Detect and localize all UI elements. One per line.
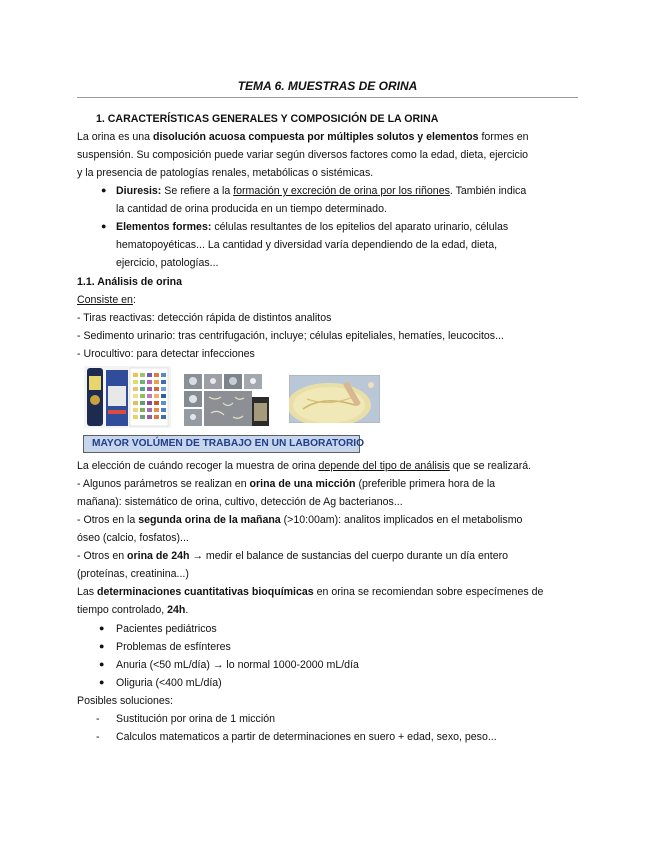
- analysis-item: - Tiras reactivas: detección rápida de distintos analitos: [77, 312, 332, 324]
- intro-line-3: y la presencia de patologías renales, metabólicas o sistémicas.: [77, 167, 374, 179]
- diuresis-line-2: la cantidad de orina producida en un tiempo determinado.: [116, 203, 387, 215]
- miccion-item-1-line-1: - Algunos parámetros se realizan en orina de una micción (preferible primera hora de la: [77, 478, 496, 490]
- list-item: Pacientes pediátricos: [116, 623, 217, 635]
- analysis-item: - Sedimento urinario: tras centrifugación, incluye; células epiteliales, hematíes, leucocitos...: [77, 330, 504, 342]
- bullet-icon: ●: [99, 641, 105, 651]
- title-rule: [77, 97, 578, 98]
- miccion-item-1-line-2: mañana): sistemático de orina, cultivo, detección de Ag bacterianos...: [77, 496, 403, 508]
- dash-icon: -: [96, 731, 100, 743]
- list-item: Anuria (<50 mL/día) → lo normal 1000-2000 mL/día: [116, 659, 359, 671]
- bullet-icon: ●: [99, 677, 105, 687]
- page-title: TEMA 6. MUESTRAS DE ORINA: [237, 79, 418, 93]
- miccion-item-3-line-2: (proteínas, creatinina...): [77, 568, 189, 580]
- bullet-icon: ●: [99, 659, 105, 669]
- miccion-item-3-line-1: - Otros en orina de 24h → medir el balance de sustancias del cuerpo durante un día entero: [77, 550, 509, 562]
- bullet-icon: ●: [99, 623, 105, 633]
- determinaciones-line-1: Las determinaciones cuantitativas bioquímicas en orina se recomiendan sobre especímenes de: [77, 586, 544, 598]
- urine-sediment-microscopy-image: [183, 373, 270, 428]
- miccion-item-2-line-1: - Otros en la segunda orina de la mañana (>10:00am): analitos implicados en el metabolismo: [77, 514, 523, 526]
- analysis-item: - Urocultivo: para detectar infecciones: [77, 348, 255, 360]
- elementos-line-2: hematopoyéticas... La cantidad y diversidad varía dependiendo de la edad, dieta,: [116, 239, 498, 251]
- eleccion-line: La elección de cuándo recoger la muestra de orina depende del tipo de análisis que se realizará.: [77, 460, 532, 472]
- section-heading: 1. CARACTERÍSTICAS GENERALES Y COMPOSICIÓN DE LA ORINA: [96, 113, 439, 125]
- elementos-line-1: Elementos formes: células resultantes de los epitelios del aparato urinario, células: [116, 221, 509, 233]
- highlight-banner: MAYOR VOLÚMEN DE TRABAJO EN UN LABORATORIO: [83, 435, 360, 453]
- intro-line-1: La orina es una disolución acuosa compuesta por múltiples solutos y elementos formes en: [77, 131, 529, 143]
- urine-culture-plate-image: [289, 375, 380, 423]
- list-item: Calculos matematicos a partir de determinaciones en suero + edad, sexo, peso...: [116, 731, 497, 743]
- dash-icon: -: [96, 713, 100, 725]
- determinaciones-line-2: tiempo controlado, 24h.: [77, 604, 189, 616]
- diuresis-line-1: Diuresis: Se refiere a la formación y excreción de orina por los riñones. También indica: [116, 185, 527, 197]
- intro-line-2: suspensión. Su composición puede variar según diversos factores como la edad, dieta, ejercicio: [77, 149, 529, 161]
- miccion-item-2-line-2: óseo (calcio, fosfatos)...: [77, 532, 189, 544]
- urine-test-strips-image: [84, 366, 171, 428]
- bullet-icon: ●: [101, 185, 107, 195]
- subsection-heading: 1.1. Análisis de orina: [77, 276, 182, 288]
- list-item: Problemas de esfínteres: [116, 641, 231, 653]
- bullet-icon: ●: [101, 221, 107, 231]
- list-item: Sustitución por orina de 1 micción: [116, 713, 275, 725]
- soluciones-heading: Posibles soluciones:: [77, 695, 173, 707]
- consiste-label: Consiste en:: [77, 294, 136, 306]
- elementos-line-3: ejercicio, patologías...: [116, 257, 219, 269]
- list-item: Oliguria (<400 mL/día): [116, 677, 222, 689]
